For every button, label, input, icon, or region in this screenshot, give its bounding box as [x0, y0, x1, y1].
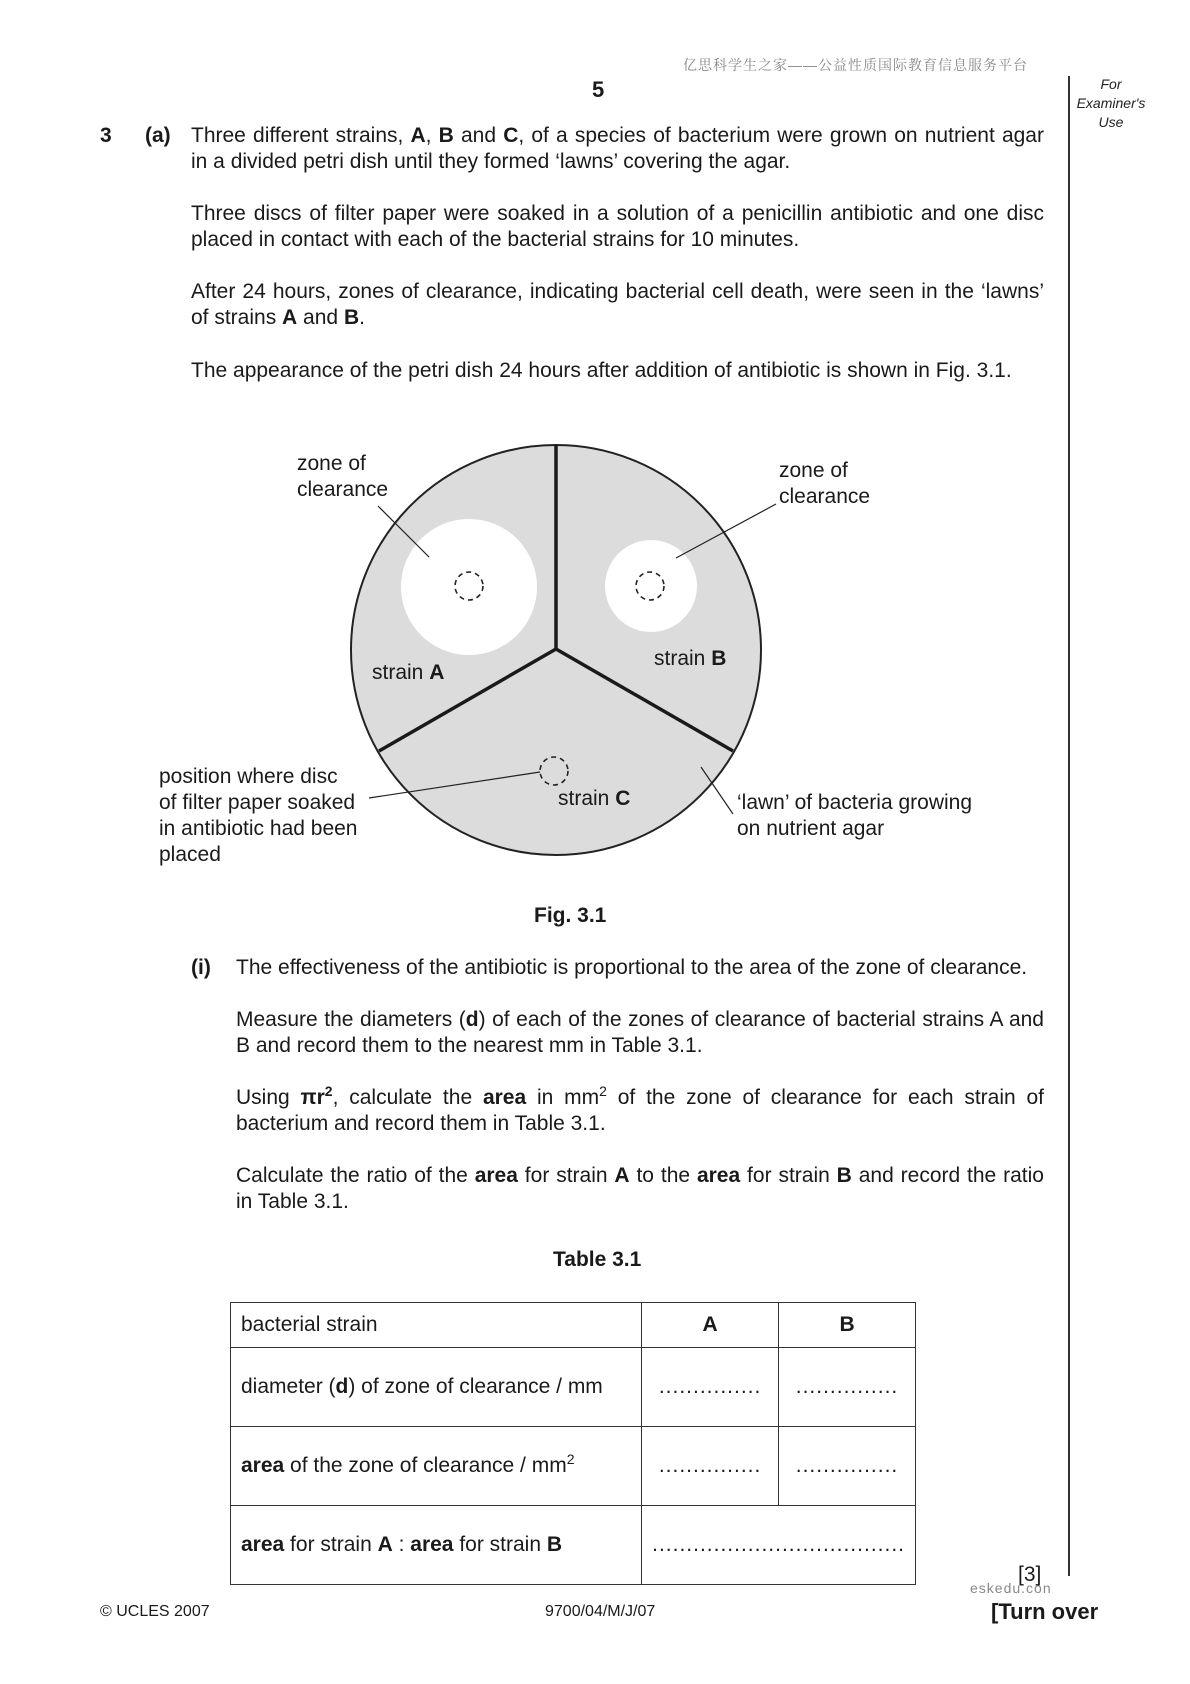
header-strain-a: A: [642, 1303, 779, 1348]
header-bacterial-strain: bacterial strain: [231, 1303, 642, 1348]
footer-paper-code: 9700/04/M/J/07: [545, 1603, 656, 1620]
question-paragraph-4: The appearance of the petri dish 24 hours after addition of antibiotic is shown in Fig. 3.1.: [191, 359, 1012, 382]
answer-area-a[interactable]: ...............: [642, 1427, 779, 1506]
page-number: 5: [592, 77, 605, 102]
figure-caption: Fig. 3.1: [534, 904, 607, 927]
part-i-sentence-2: Measure the diameters (d) of each of the zones of clearance of bacterial strains A and B and record them to the nearest mm in Table 3.1.: [236, 1008, 1044, 1057]
turn-over-label: [Turn over: [991, 1599, 1099, 1624]
row-ratio-label: area for strain A : area for strain B: [231, 1506, 642, 1585]
question-number: 3: [100, 124, 112, 147]
label-strain-a: strain A: [372, 661, 445, 684]
site-watermark: eskedu.con: [970, 1580, 1052, 1596]
row-diameter-label: diameter (d) of zone of clearance / mm: [231, 1348, 642, 1427]
marks-label: [3]: [1018, 1563, 1042, 1586]
watermark-text: 亿思科学生之家——公益性质国际教育信息服务平台: [683, 57, 1028, 73]
examiner-line-1: For: [1100, 76, 1122, 92]
question-part: (a): [145, 124, 171, 147]
table-header-row: [231, 1303, 916, 1348]
examiner-line-2: Examiner's: [1076, 95, 1146, 111]
zone-of-clearance-a: [401, 519, 537, 655]
table-title: Table 3.1: [553, 1248, 642, 1271]
part-i-sentence-1: The effectiveness of the antibiotic is proportional to the area of the zone of clearance.: [236, 956, 1028, 979]
question-paragraph-1: Three different strains, A, B and C, of a species of bacterium were grown on nutrient agar in a divided petri dish until they formed ‘lawns’ covering the agar.: [191, 124, 1044, 173]
answer-diameter-a[interactable]: ...............: [642, 1348, 779, 1427]
label-strain-b: strain B: [654, 647, 727, 670]
label-disc-position: position where disc of filter paper soaked in antibiotic had been placed: [159, 765, 358, 866]
label-zone-of-clearance-right: zone of clearance: [779, 459, 871, 508]
examiner-line-3: Use: [1098, 114, 1124, 130]
footer-copyright: © UCLES 2007: [100, 1603, 210, 1620]
part-i-sentence-3: Using $\pi r^2$, calculate the area in $mm^2$ of the zone of clearance for each strain of bacterium and record them in Table 3.1.: [236, 1083, 1045, 1135]
label-zone-of-clearance-left: zone of clearance: [297, 452, 389, 501]
answer-diameter-b[interactable]: ...............: [779, 1348, 916, 1427]
answer-area-b[interactable]: ...............: [779, 1427, 916, 1506]
label-lawn: ‘lawn’ of bacteria growing on nutrient agar: [737, 791, 973, 840]
question-paragraph-2: Three discs of filter paper were soaked in a solution of a penicillin antibiotic and one disc placed in contact with each of the bacterial strains for 10 minutes.: [191, 202, 1044, 251]
table-row-ratio: [231, 1506, 916, 1585]
table-3-1: [230, 1302, 916, 1585]
table-row-area: [231, 1427, 916, 1506]
header-strain-b: B: [779, 1303, 916, 1348]
answer-ratio[interactable]: .....................................: [642, 1506, 916, 1585]
table-row-diameter: [231, 1348, 916, 1427]
row-area-label: area of the zone of clearance / $mm^2$: [231, 1427, 642, 1506]
question-paragraph-3: After 24 hours, zones of clearance, indicating bacterial cell death, were seen in the ‘lawns’ of strains A and B.: [191, 280, 1044, 329]
part-i-label: (i): [191, 956, 211, 979]
part-i-sentence-4: Calculate the ratio of the area for strain A to the area for strain B and record the ratio in Table 3.1.: [236, 1164, 1044, 1213]
label-strain-c: strain C: [558, 787, 631, 810]
